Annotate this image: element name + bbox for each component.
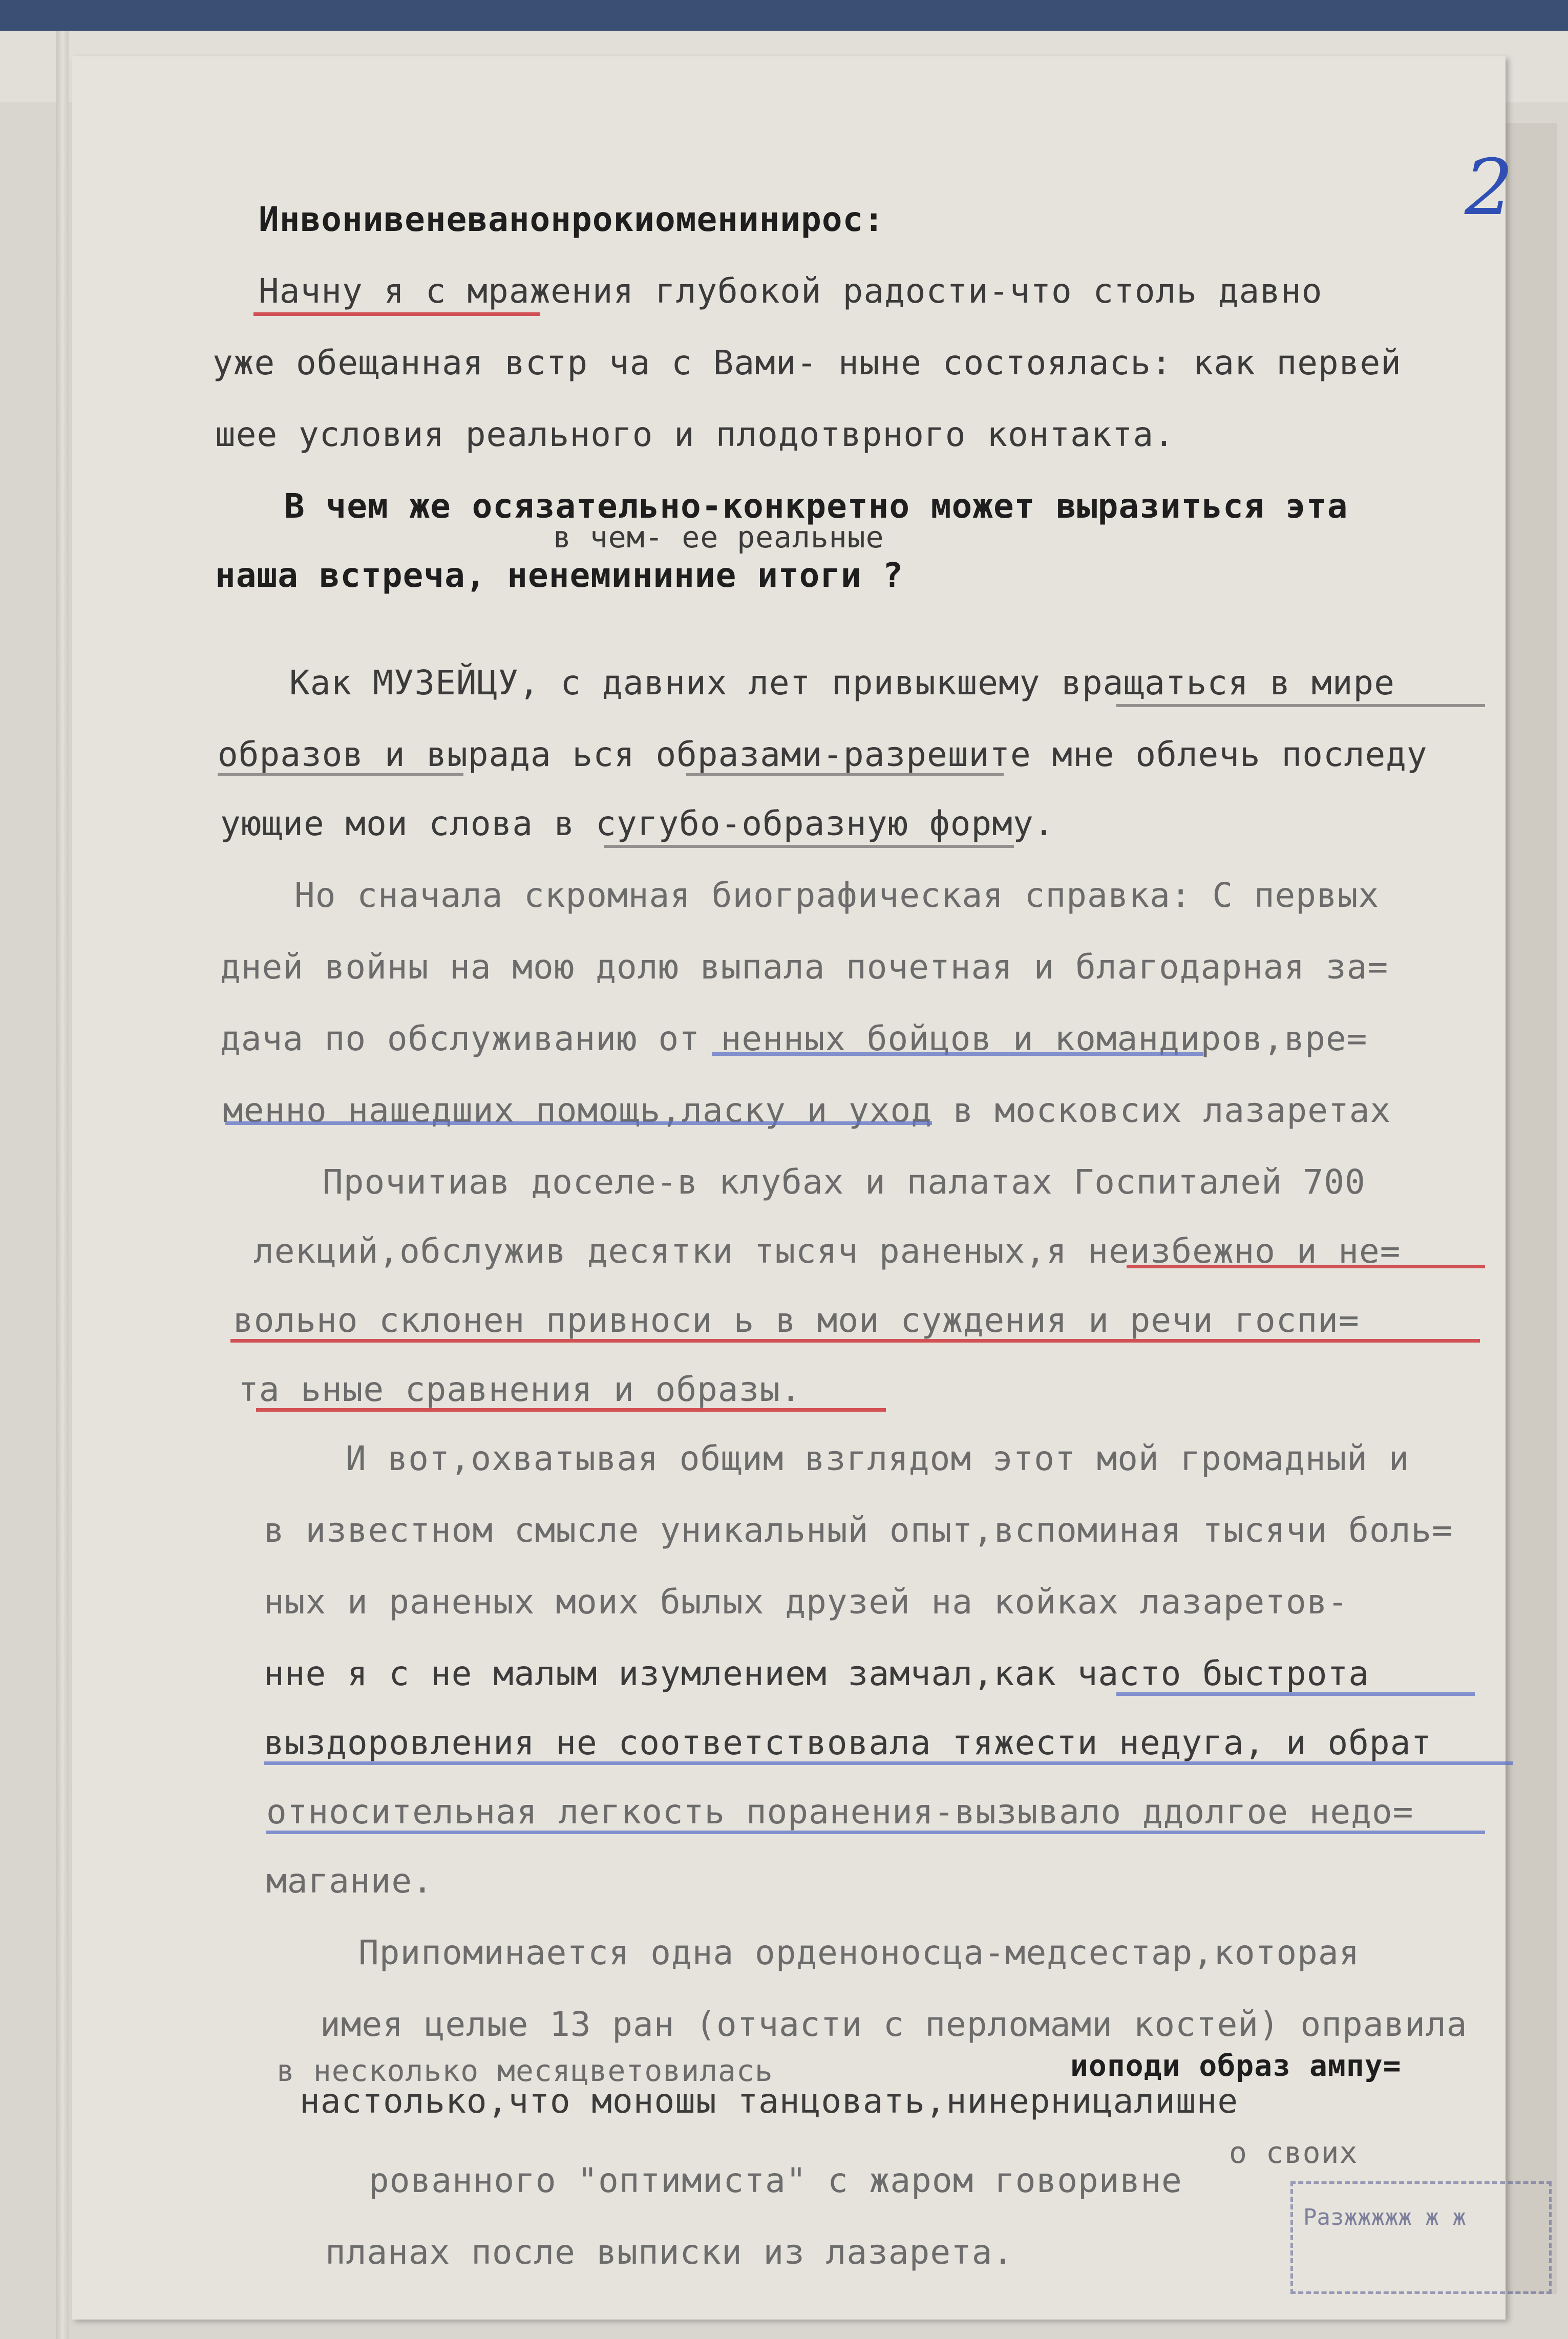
gray-underline: [218, 773, 463, 776]
page-number: 2: [1465, 143, 1514, 232]
text-line: дача по обслуживанию от ненных бойцов и командиров,вре=: [220, 1019, 1368, 1058]
text-line: о своих: [1229, 2135, 1358, 2170]
red-underline: [256, 1408, 886, 1412]
folder-spine: [56, 31, 69, 2339]
text-line: магание.: [266, 1861, 433, 1901]
text-line: шее условия реального и плодотврного контакта.: [215, 415, 1175, 454]
text-line: нне я с не малым изумлением замчал,как часто быстрота: [264, 1654, 1369, 1693]
red-underline: [253, 312, 540, 316]
text-line: настолько,что моношы танцовать,нинерницалишне: [300, 2081, 1239, 2121]
text-line: относительная легкость поранения-вызывало ддолгое недо=: [266, 1792, 1414, 1832]
text-line: образов и вырада ься образами-разрешите мне облечь последу: [218, 735, 1428, 774]
text-line: в известном смысле уникальный опыт,вспоминая тысячи боль=: [264, 1511, 1453, 1550]
blue-underline: [1116, 1692, 1475, 1696]
text-line: имея целые 13 ран (отчасти с перломами костей) оправила: [320, 2005, 1468, 2044]
gray-underline: [604, 845, 1014, 848]
gray-underline: [1116, 704, 1485, 707]
blue-underline: [264, 1761, 1513, 1765]
blue-underline: [266, 1831, 1485, 1834]
blue-underline: [225, 1121, 932, 1125]
gray-underline: [686, 773, 1004, 776]
text-line: В чем же осязательно-конкретно может выразиться эта: [284, 486, 1348, 526]
text-line: в несколько месяцветовилась: [277, 2053, 773, 2088]
text-line: ующие мои слова в сугубо-образную форму.: [220, 804, 1055, 843]
text-line: ных и раненых моих былых друзей на койках лазаретов-: [264, 1582, 1349, 1622]
stamp-text: Разжжжжж ж ж: [1303, 2204, 1466, 2230]
text-line: И вот,охватывая общим взглядом этот мой громадный и: [346, 1439, 1410, 1478]
text-line: рованного "оптимиста" с жаром говоривне: [369, 2161, 1182, 2200]
text-line: Но сначала скромная биографическая справка: С первых: [294, 876, 1380, 915]
text-line: планах после выписки из лазарета.: [325, 2232, 1014, 2272]
archive-stamp: [1290, 2181, 1552, 2294]
text-line: в чем- ее реальные: [553, 520, 884, 555]
text-line: уже обещанная встр ча с Вами- ныне состоялась: как первей: [213, 343, 1402, 382]
blue-underline: [712, 1052, 1203, 1056]
text-line: менно нашедших помощь,ласку и уход в московсих лазаретах: [223, 1091, 1391, 1130]
text-line: вольно склонен привноси ь в мои суждения и речи госпи=: [233, 1301, 1360, 1340]
text-line: Как МУЗЕЙЦУ, с давних лет привыкшему вращаться в мире: [289, 663, 1395, 703]
text-line: выздоровления не соответствовала тяжести недуга, и обрат: [264, 1723, 1432, 1762]
text-line: лекций,обслужив десятки тысяч раненых,я неизбежно и не=: [253, 1231, 1401, 1271]
text-line: наша встреча, ненемининие итоги ?: [215, 556, 904, 595]
text-line: Прочитиав доселе-в клубах и палатах Госпиталей 700: [323, 1162, 1366, 1202]
text-line: Припоминается одна орденоносца-медсестар,которая: [358, 1933, 1360, 1972]
text-line: Инвонивеневанонрокиоменинирос:: [259, 200, 885, 239]
red-underline: [1127, 1265, 1485, 1268]
text-line: та ьные сравнения и образы.: [238, 1370, 801, 1409]
text-line: иоподи образ ампу=: [1070, 2048, 1402, 2083]
text-line: Начну я с мражения глубокой радости-что столь давно: [259, 271, 1323, 311]
red-underline: [230, 1339, 1480, 1343]
text-line: дней войны на мою долю выпала почетная и благодарная за=: [220, 947, 1389, 987]
typed-page: [72, 56, 1514, 2320]
